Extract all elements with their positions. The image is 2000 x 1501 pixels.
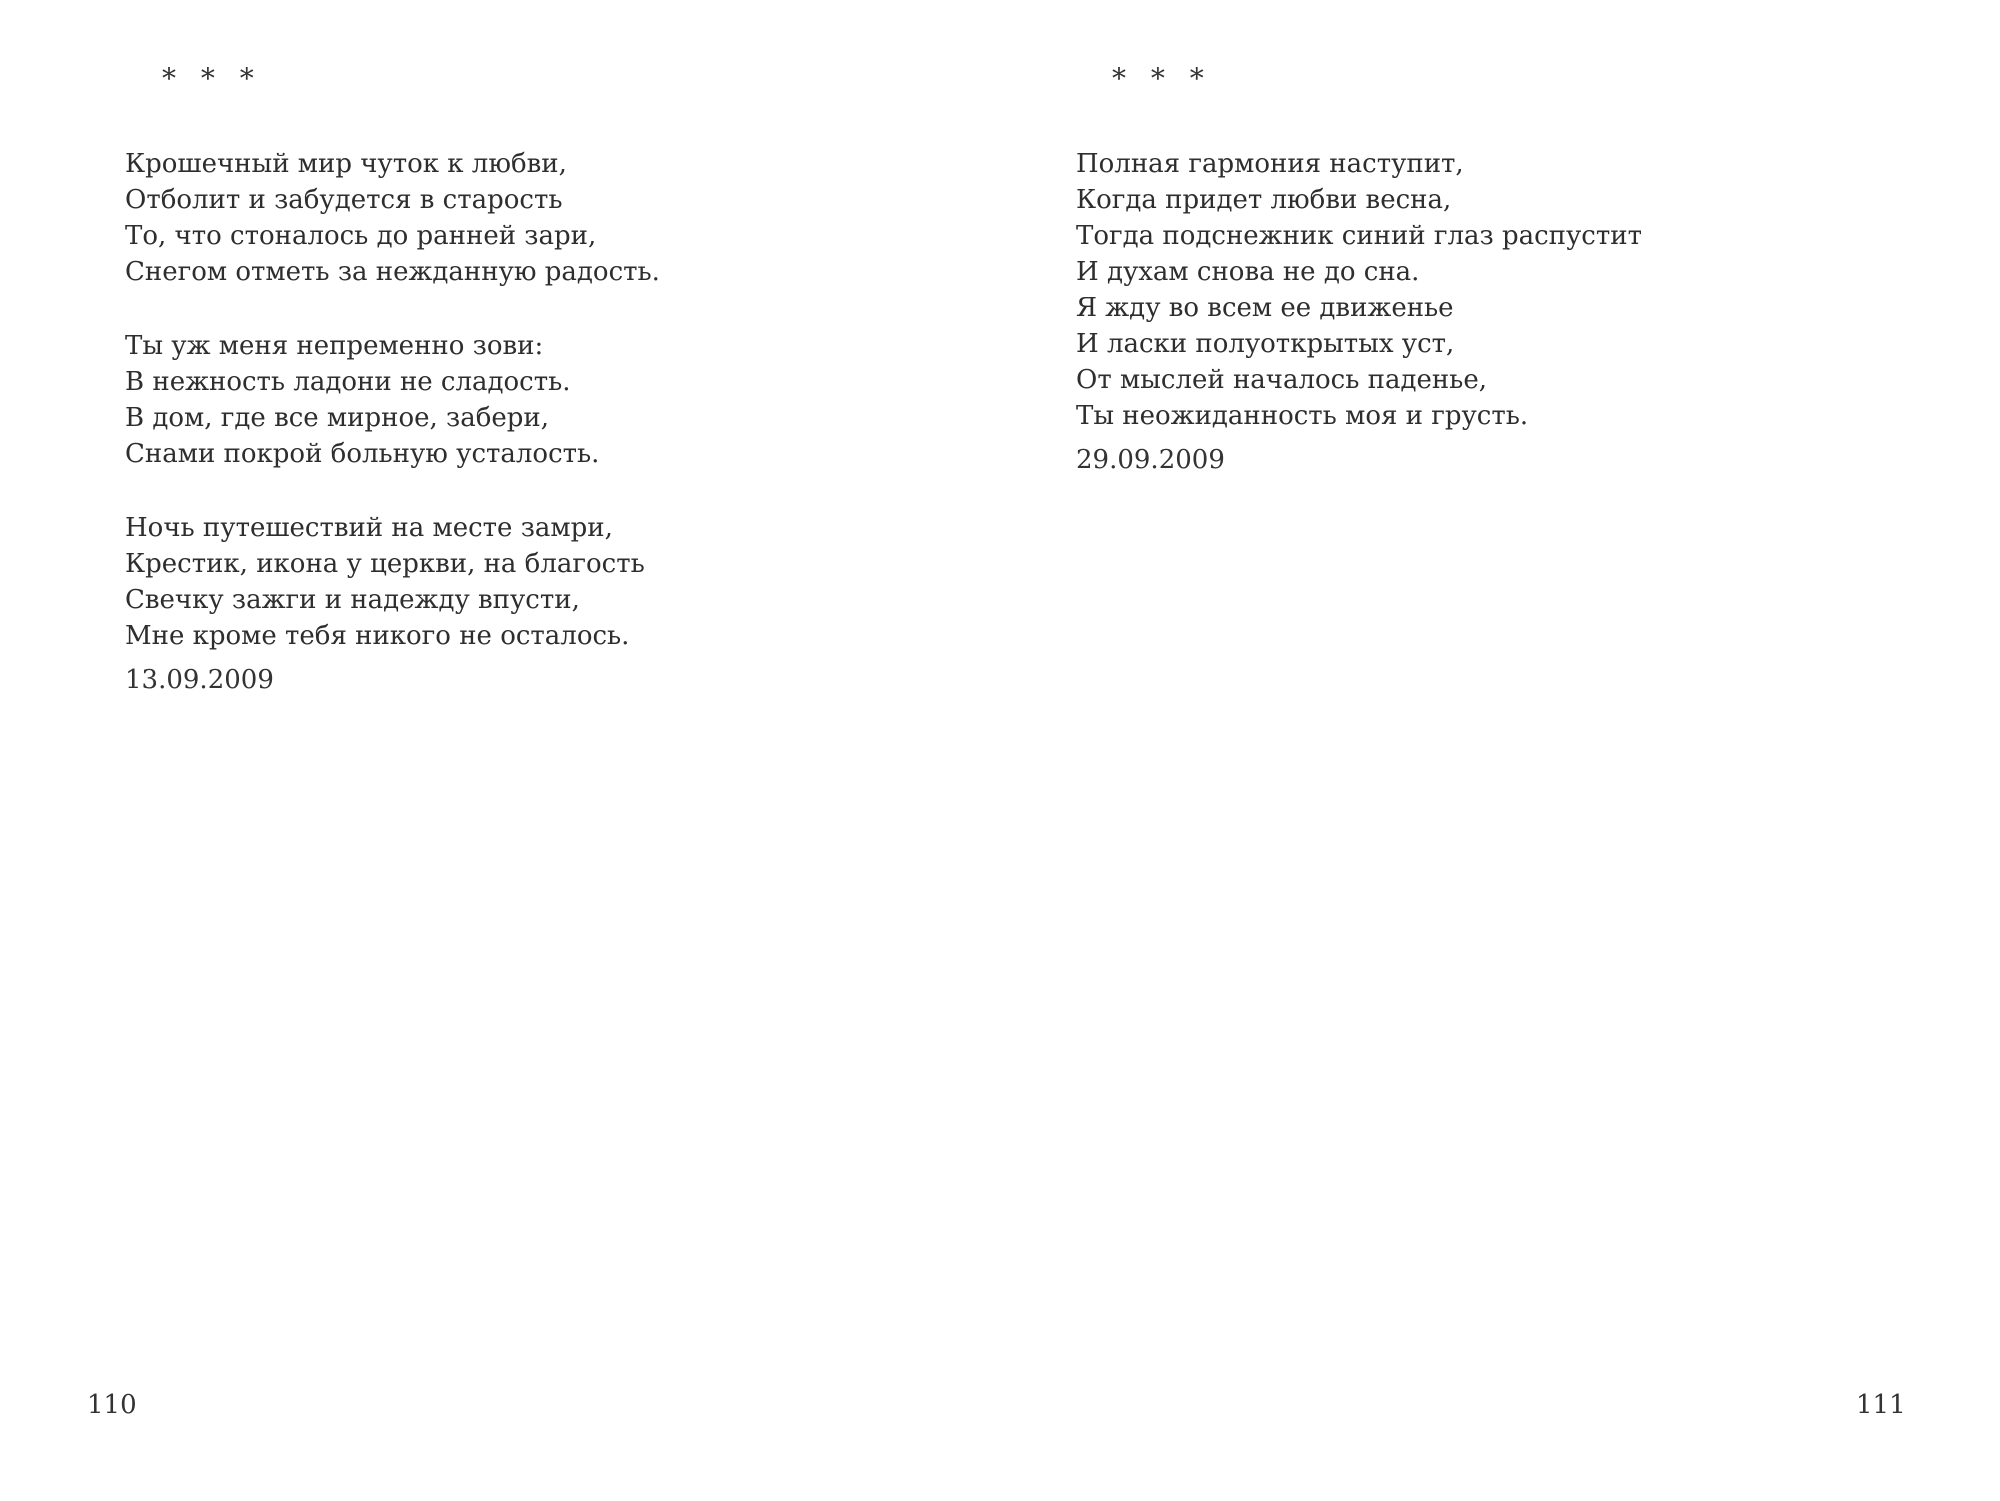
- poem-line: Я жду во всем ее движенье: [1076, 293, 1454, 323]
- stanza: [125, 328, 660, 472]
- poem-date: 13.09.2009: [125, 665, 274, 695]
- poem-right: [1076, 146, 1642, 478]
- poem-line: Свечку зажги и надежду впусти,: [125, 585, 580, 615]
- poem-line: Тогда подснежник синий глаз распустит: [1076, 221, 1642, 251]
- poem-line: То, что стоналось до ранней зари,: [125, 221, 597, 251]
- section-asterisks: * * *: [162, 62, 262, 95]
- poem-line: От мыслей началось паденье,: [1076, 365, 1487, 395]
- poem-line: Ты уж меня непременно зови:: [125, 331, 544, 361]
- poem-left: [125, 146, 660, 698]
- poem-line: Ты неожиданность моя и грусть.: [1076, 401, 1529, 431]
- right-page: [1000, 0, 2000, 1501]
- page-number: 110: [87, 1390, 137, 1420]
- poem-line: Крошечный мир чуток к любви,: [125, 149, 567, 179]
- poem-line: И духам снова не до сна.: [1076, 257, 1420, 287]
- poem-line: Снегом отметь за нежданную радость.: [125, 257, 660, 287]
- page-number: 111: [1856, 1390, 1906, 1420]
- poem-line: Снами покрой больную усталость.: [125, 439, 600, 469]
- stanza: [1076, 146, 1642, 434]
- poem-date: 29.09.2009: [1076, 445, 1225, 475]
- poem-line: В дом, где все мирное, забери,: [125, 403, 549, 433]
- stanza: [125, 146, 660, 290]
- section-asterisks: * * *: [1112, 62, 1212, 95]
- poem-line: Отболит и забудется в старость: [125, 185, 563, 215]
- poem-line: Когда придет любви весна,: [1076, 185, 1452, 215]
- poem-line: Крестик, икона у церкви, на благость: [125, 549, 645, 579]
- poem-line: В нежность ладони не сладость.: [125, 367, 571, 397]
- poem-line: Полная гармония наступит,: [1076, 149, 1464, 179]
- poem-line: И ласки полуоткрытых уст,: [1076, 329, 1455, 359]
- stanza: [125, 510, 660, 654]
- poem-line: Мне кроме тебя никого не осталось.: [125, 621, 630, 651]
- poem-line: Ночь путешествий на месте замри,: [125, 513, 613, 543]
